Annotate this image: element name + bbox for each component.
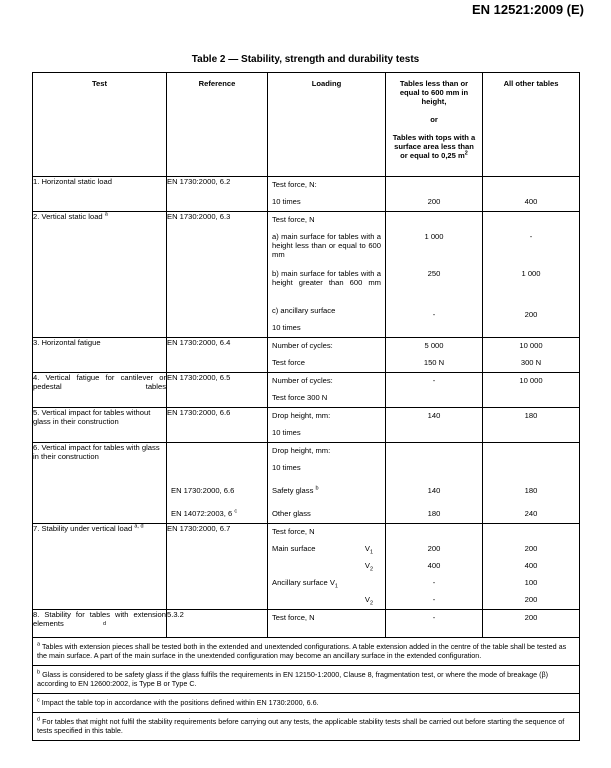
reference: EN 1730:2000, 6.7	[167, 524, 268, 610]
loading-line: Test force, N	[272, 613, 315, 622]
footnote-row	[33, 713, 580, 741]
value-small: 180	[427, 509, 441, 518]
loading-line: a) main surface for tables with a height less than or equal to 600 mm	[272, 232, 381, 259]
value-other: 180	[524, 486, 538, 495]
value-other: 400	[524, 561, 538, 570]
footnote-row	[33, 638, 580, 666]
header-small-tables: Tables less than or equal to 600 mm in height, or Tables with tops with a surface area less than or equal to 0,25 $m^2$	[386, 73, 483, 177]
value-small: 1 000	[424, 232, 444, 241]
test-name: 3. Horizontal fatigue	[33, 338, 167, 373]
reference: EN 1730:2000, 6.4	[167, 338, 268, 373]
test-name: 6. Vertical impact for tables with glass in their construction	[33, 443, 167, 524]
reference: EN 1730:2000, 6.6	[167, 408, 268, 443]
test-name: 7. Stability under vertical load $^{a, d}$	[33, 524, 167, 610]
value-other: 180	[524, 411, 538, 420]
tests-table	[32, 72, 580, 741]
loading-line: Test force, N	[272, 527, 315, 536]
loading-line: 10 times	[272, 323, 301, 332]
loading-line: Test force	[272, 358, 305, 367]
value-other: 100	[524, 578, 538, 587]
value-other: 200	[524, 595, 538, 604]
footnote-c: $^c$ Impact the table top in accordance with the positions defined within EN 1730:2000, 6.6.	[33, 694, 580, 713]
value-other: 240	[524, 509, 538, 518]
value-small: -	[432, 595, 436, 604]
loading-line: Main surface $V_1$	[272, 544, 373, 556]
table-row	[33, 177, 580, 212]
value-small: -	[432, 376, 436, 385]
table-row	[33, 212, 580, 338]
reference: 5.3.2	[167, 610, 268, 638]
value-small: -	[432, 310, 436, 319]
loading-line: b) main surface for tables with a height greater than 600 mm	[272, 269, 381, 287]
test-name: 5. Vertical impact for tables without glass in their construction	[33, 408, 167, 443]
table-row	[33, 443, 580, 524]
loading-line: Ancillary surface $V_1$	[272, 578, 338, 590]
value-small: 140	[427, 486, 441, 495]
value-small: 200	[427, 197, 441, 206]
test-name: 8. Stability for tables with extension elements $^d$	[33, 610, 167, 638]
table-row	[33, 610, 580, 638]
test-name: 1. Horizontal static load	[33, 177, 167, 212]
reference: EN 1730:2000, 6.6	[171, 486, 235, 495]
loading-line: Number of cycles:	[272, 376, 333, 385]
table-caption: Table 2 — Stability, strength and durability tests	[191, 54, 420, 65]
table-row	[33, 338, 580, 373]
loading-line: $V_2$	[364, 595, 373, 607]
header-reference: Reference	[167, 73, 268, 177]
loading-line: Test force, N:	[272, 180, 317, 189]
test-name: 2. Vertical static load $^a$	[33, 212, 167, 338]
header-test: Test	[33, 73, 167, 177]
value-small: 140	[427, 411, 441, 420]
loading-line: Test force 300 N	[272, 393, 328, 402]
value-other: 1 000	[521, 269, 541, 278]
value-other: 200	[524, 310, 538, 319]
table-row	[33, 373, 580, 408]
reference: EN 14072:2003, 6 $^c$	[171, 508, 238, 518]
footnote-row	[33, 694, 580, 713]
value-small: -	[432, 613, 436, 622]
value-other: 400	[524, 197, 538, 206]
value-other: 200	[524, 613, 538, 622]
loading-line: 10 times	[272, 197, 301, 206]
loading-line: Safety glass $^b$	[272, 485, 319, 495]
loading-line: $V_2$	[364, 561, 373, 573]
footnote-d: $^d$ For tables that might not fulfil the stability requirements before carrying out any tests, the applicable stability tests shall be carried out before starting the sequence of tests specified in this table.	[33, 713, 580, 741]
loading-line: 10 times	[272, 463, 301, 472]
value-small: 150 N	[423, 358, 445, 367]
table-row	[33, 408, 580, 443]
test-name: 4. Vertical fatigue for cantilever or pedestal tables	[33, 373, 167, 408]
loading-line: Number of cycles:	[272, 341, 333, 350]
value-other: 10 000	[519, 341, 543, 350]
loading-line: c) ancillary surface	[272, 306, 336, 315]
reference: EN 1730:2000, 6.2	[167, 177, 268, 212]
value-other: -	[529, 232, 533, 241]
value-small: 250	[427, 269, 441, 278]
loading-line: 10 times	[272, 428, 301, 437]
loading-line: Test force, N	[272, 215, 315, 224]
header-row	[33, 73, 580, 177]
value-small: -	[432, 578, 436, 587]
value-other: 200	[524, 544, 538, 553]
document-reference: EN 12521:2009 (E)	[471, 2, 584, 17]
header-other-tables: All other tables	[483, 73, 580, 177]
value-other: 300 N	[520, 358, 542, 367]
reference: EN 1730:2000, 6.5	[167, 373, 268, 408]
value-small: 5 000	[424, 341, 444, 350]
footnote-a: $^a$ Tables with extension pieces shall be tested both in the extended and unextended configurations. A table extension added in the centre of the table shall be tested as the main surface. A part of the main surface in the unextended configuration may become an ancillary surface in the extended configuration.	[33, 638, 580, 666]
value-small: 200	[427, 544, 441, 553]
loading-line: Drop height, mm:	[272, 446, 331, 455]
reference: EN 1730:2000, 6.3	[167, 212, 268, 338]
footnote-b: $^b$ Glass is considered to be safety glass if the glass fulfils the requirements in EN 12150-1:2000, Clause 8, fragmentation test, or where the mode of breakage (β) according to EN 12600:2002, is Type B or Type C.	[33, 666, 580, 694]
loading-line: Drop height, mm:	[272, 411, 331, 420]
value-other: 10 000	[519, 376, 543, 385]
header-loading: Loading	[268, 73, 386, 177]
table-row	[33, 524, 580, 610]
loading-line: Other glass	[272, 509, 311, 518]
value-small: 400	[427, 561, 441, 570]
footnote-row	[33, 666, 580, 694]
